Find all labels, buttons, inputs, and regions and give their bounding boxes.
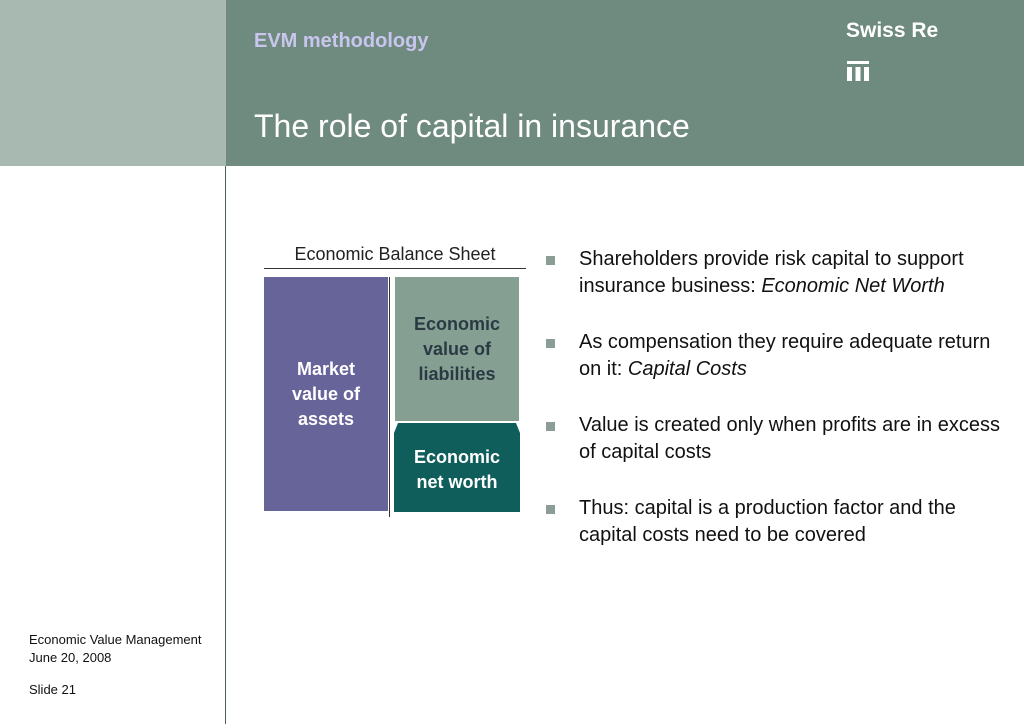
bullet-item [544, 495, 1004, 549]
header-left-panel [0, 0, 226, 166]
assets-label-line: value of [291, 383, 361, 404]
slide-number: Slide 21 [29, 682, 76, 697]
bullet-square-icon [546, 256, 555, 265]
footer-date: June 20, 2008 [29, 650, 112, 665]
net-worth-box [394, 423, 520, 512]
bullet-item [544, 246, 1004, 300]
liabilities-label-line: value of [422, 338, 492, 359]
page-title: The role of capital in insurance [254, 108, 690, 144]
assets-box [264, 277, 388, 511]
bullet-square-icon [546, 339, 555, 348]
bullet-emphasis: Economic Net Worth [761, 275, 945, 297]
bullet-list [544, 246, 1004, 578]
liabilities-label-line: liabilities [418, 363, 496, 384]
net-worth-label-line: Economic [413, 446, 501, 467]
balance-sheet-divider [389, 277, 390, 517]
bullet-text: Value is created only when profits are in excess of capital costs [579, 414, 1000, 463]
assets-label-line: Market [296, 358, 356, 379]
swiss-re-logo-icon [847, 61, 869, 81]
liabilities-label-line: Economic [413, 313, 501, 334]
left-divider-line [225, 166, 226, 724]
bullet-emphasis: Capital Costs [627, 358, 747, 380]
bullet-text: Thus: capital is a production factor and the capital costs need to be covered [579, 497, 956, 546]
assets-label-line: assets [297, 408, 355, 429]
net-worth-label-line: net worth [416, 471, 498, 492]
balance-sheet-title: Economic Balance Sheet [294, 244, 496, 264]
section-title: EVM methodology [254, 30, 429, 52]
swiss-re-logo-text: Swiss Re [846, 19, 939, 42]
bullet-square-icon [546, 505, 555, 514]
footer-title: Economic Value Management [29, 632, 202, 647]
bullet-text: As compensation they require adequate return on it: [579, 331, 991, 380]
balance-sheet-rule [264, 268, 526, 269]
bullet-square-icon [546, 422, 555, 431]
bullet-text: Shareholders provide risk capital to support insurance business: [579, 248, 964, 297]
bullet-item [544, 412, 1004, 466]
bullet-item [544, 329, 1004, 383]
liabilities-box [395, 277, 519, 421]
